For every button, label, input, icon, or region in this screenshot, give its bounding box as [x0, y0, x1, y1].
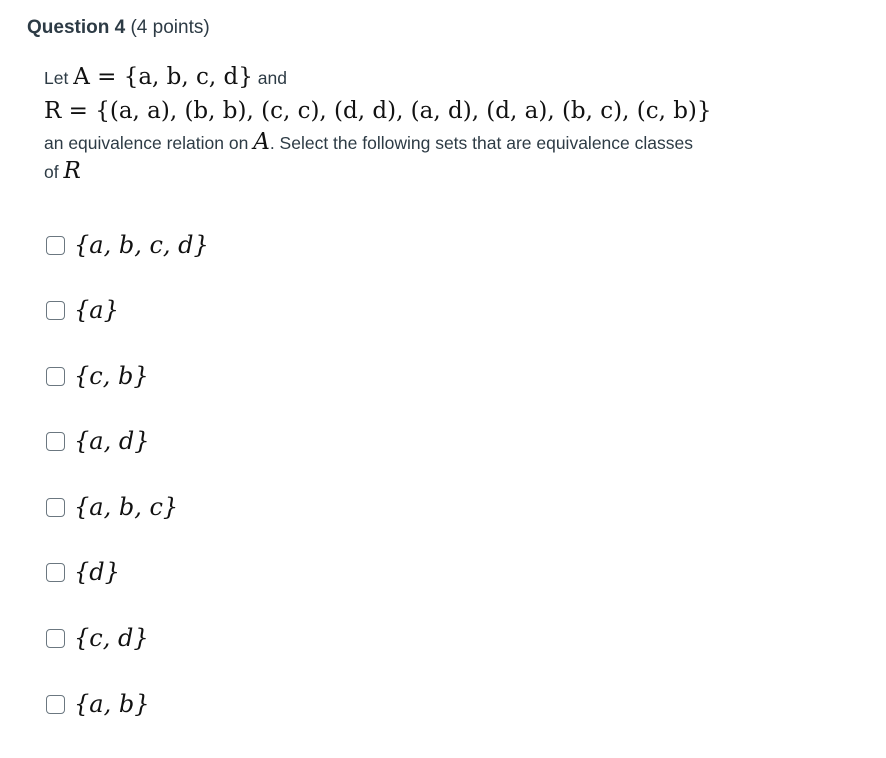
prompt-let-text: Let	[44, 68, 69, 88]
checkbox[interactable]	[46, 498, 65, 517]
relation-symbol: R	[63, 158, 81, 184]
answer-option[interactable]	[46, 555, 120, 589]
prompt-line4-text: of	[44, 162, 59, 182]
answer-option[interactable]	[46, 424, 149, 458]
set-a-symbol: A	[253, 129, 270, 155]
checkbox[interactable]	[46, 695, 65, 714]
checkbox[interactable]	[46, 367, 65, 386]
answer-label: {a, d}	[74, 427, 150, 455]
answer-label: {d}	[74, 558, 120, 586]
relation-math: R = {(a, a), (b, b), (c, c), (d, d), (a, d), (d, a), (b, c), (c, b)}	[44, 98, 712, 124]
prompt-line3-text: an equivalence relation on	[44, 133, 249, 153]
answer-option[interactable]	[46, 687, 149, 721]
checkbox[interactable]	[46, 236, 65, 255]
checkbox[interactable]	[46, 629, 65, 648]
answer-option[interactable]	[46, 359, 149, 393]
answer-label: {c, d}	[74, 624, 149, 652]
question-points: (4 points)	[130, 17, 210, 38]
answer-label: {a, b}	[74, 690, 150, 718]
prompt-and-text: and	[257, 68, 287, 88]
answer-option[interactable]	[46, 621, 149, 655]
answer-label: {c, b}	[74, 362, 149, 390]
answer-option[interactable]	[46, 293, 119, 327]
answer-label: {a, b, c, d}	[74, 231, 209, 259]
question-title: Question 4	[27, 17, 126, 38]
answer-option[interactable]	[46, 228, 209, 262]
checkbox[interactable]	[46, 301, 65, 320]
answer-option[interactable]	[46, 490, 178, 524]
checkbox[interactable]	[46, 563, 65, 582]
set-a-math: A = {a, b, c, d}	[73, 64, 253, 90]
answer-label: {a, b, c}	[74, 493, 179, 521]
prompt-line3-rest: . Select the following sets that are equivalence classes	[269, 133, 693, 153]
checkbox[interactable]	[46, 432, 65, 451]
answer-label: {a}	[74, 296, 119, 324]
